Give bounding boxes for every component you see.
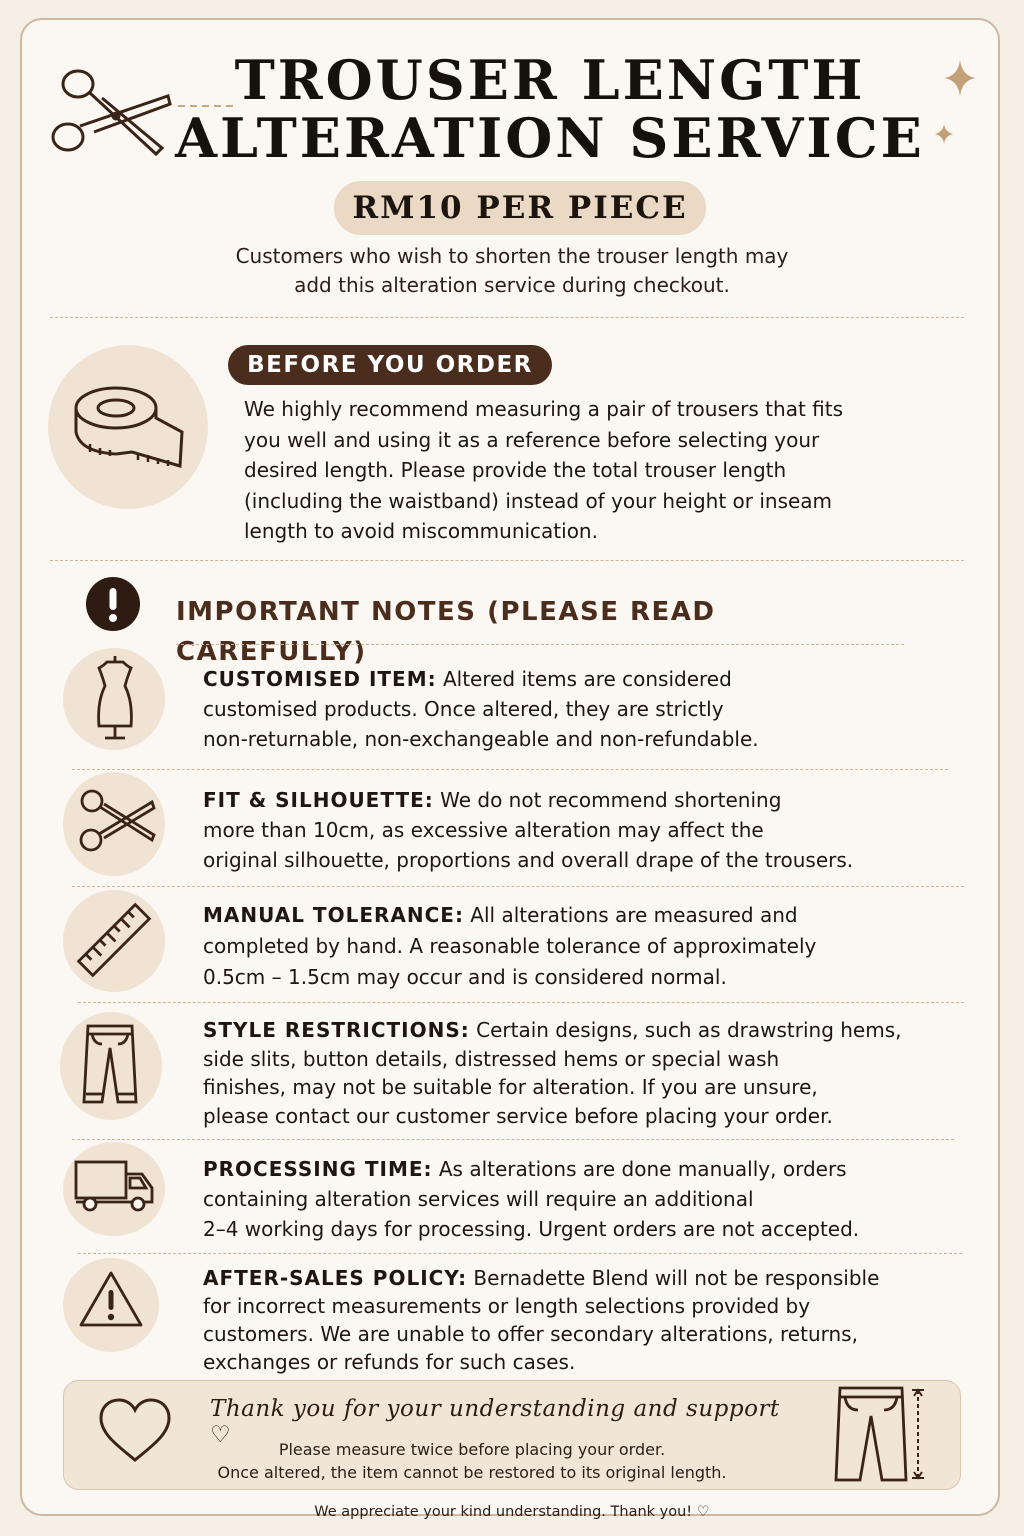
note-fit-silhouette <box>203 785 953 875</box>
scissors-icon <box>78 788 158 856</box>
trousers-icon <box>82 1024 138 1106</box>
note-text: All alterations are measured and <box>463 903 798 927</box>
note-line: for incorrect measurements or length selections provided by <box>203 1294 811 1318</box>
ruler-icon <box>78 904 150 976</box>
important-notes-title: IMPORTANT NOTES (PLEASE READ CAREFULLY) <box>176 597 716 667</box>
intro-line-1: Customers who wish to shorten the trouser length may <box>235 244 789 268</box>
note-line: please contact our customer service before placing your order. <box>203 1103 833 1128</box>
note-line: customised products. Once altered, they are strictly <box>203 697 724 721</box>
measuring-tape-icon <box>72 382 187 472</box>
before-line: you well and using it as a reference before selecting your <box>244 427 820 452</box>
divider <box>176 644 904 645</box>
note-line: customers. We are unable to offer secondary alterations, returns, <box>203 1322 858 1346</box>
thank-you-line-1: Please measure twice before placing your order. <box>278 1440 666 1459</box>
note-line: exchanges or refunds for such cases. <box>203 1350 576 1374</box>
thank-you-message: Thank you for your understanding and support ♡ <box>210 1396 780 1448</box>
note-line: completed by hand. A reasonable tolerance of approximately <box>203 934 817 958</box>
divider <box>50 317 964 318</box>
divider <box>50 560 964 561</box>
divider <box>78 1002 964 1003</box>
before-you-order-badge: BEFORE YOU ORDER <box>228 345 552 385</box>
warning-icon <box>78 1270 144 1328</box>
page-title-line-2: ALTERATION SERVICE <box>175 106 925 170</box>
note-line: 0.5cm – 1.5cm may occur and is considered normal. <box>203 965 727 989</box>
page-title-line-1: TROUSER LENGTH <box>234 48 866 112</box>
before-line: We highly recommend measuring a pair of trousers that fits <box>244 397 844 421</box>
note-text: Certain designs, such as drawstring hems, <box>469 1018 902 1042</box>
note-after-sales-policy <box>203 1264 953 1376</box>
note-text: Altered items are considered <box>436 667 732 691</box>
sparkle-icon <box>940 60 980 150</box>
footer-note: We appreciate your kind understanding. Thank you! ♡ <box>314 1504 710 1520</box>
note-label: PROCESSING TIME: <box>203 1157 433 1181</box>
before-line: desired length. Please provide the total trouser length <box>244 458 787 482</box>
note-line: side slits, button details, distressed hems or special wash <box>203 1046 780 1071</box>
dress-form-icon <box>91 656 139 740</box>
note-label: CUSTOMISED ITEM: <box>203 667 437 691</box>
before-line: (including the waistband) instead of your height or inseam <box>244 488 833 513</box>
note-text: As alterations are done manually, orders <box>432 1157 847 1181</box>
divider <box>72 886 964 887</box>
price-badge: RM10 PER PIECE <box>334 181 706 235</box>
note-label: STYLE RESTRICTIONS: <box>203 1018 470 1042</box>
trousers-length-icon <box>832 1386 932 1486</box>
divider <box>72 1139 954 1140</box>
delivery-truck-icon <box>74 1160 156 1212</box>
divider <box>78 1253 962 1254</box>
note-line: more than 10cm, as excessive alteration may affect the <box>203 818 764 842</box>
intro-line-2: add this alteration service during checkout. <box>294 273 730 297</box>
divider <box>72 769 948 770</box>
note-line: containing alteration services will require an additional <box>203 1187 754 1211</box>
note-style-restrictions <box>203 1016 953 1130</box>
thank-you-line-2: Once altered, the item cannot be restored to its original length. <box>217 1463 727 1482</box>
exclamation-icon <box>85 576 141 632</box>
note-text: Bernadette Blend will not be responsible <box>467 1266 880 1290</box>
note-line: original silhouette, proportions and overall drape of the trousers. <box>203 848 854 872</box>
note-line: 2–4 working days for processing. Urgent orders are not accepted. <box>203 1217 860 1241</box>
note-manual-tolerance <box>203 900 953 993</box>
note-label: MANUAL TOLERANCE: <box>203 903 464 927</box>
note-label: FIT & SILHOUETTE: <box>203 788 434 812</box>
before-text <box>244 394 964 547</box>
note-processing-time <box>203 1154 953 1244</box>
note-label: AFTER-SALES POLICY: <box>203 1266 468 1290</box>
before-line: length to avoid miscommunication. <box>244 519 598 543</box>
note-line: non-returnable, non-exchangeable and non-refundable. <box>203 727 759 751</box>
note-line: finishes, may not be suitable for alteration. If you are unsure, <box>203 1075 818 1099</box>
note-customised-item <box>203 664 953 754</box>
note-text: We do not recommend shortening <box>433 788 782 812</box>
